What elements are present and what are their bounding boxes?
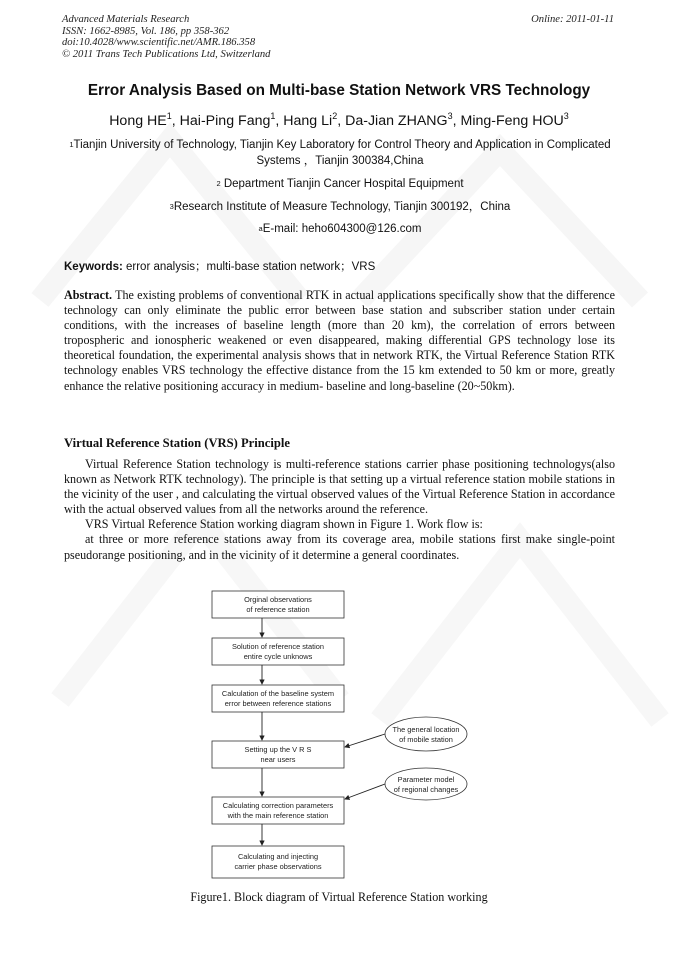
abstract-text: The existing problems of conventional RTK in actual applications specifically show that the difference technology can only eliminate the public error between base station and subscriber station under certain conditions, with the increases of baseline length (more than 20 km), the correlation of errors between tropospheric and ionospheric weakened or even disappeared, making differential GPS technology lose its theoretical foundation, the experimental analysis shows that in network RTK, the Virtual Reference Station RTK technology enables VRS technology the effective distance from the 15 km extended to 50 km or more, greatly enhance the relative positioning accuracy in medium- baseline and long-baseline (20~50km).: [64, 288, 615, 393]
flow-box: [212, 638, 344, 665]
paragraph: VRS Virtual Reference Station working diagram shown in Figure 1. Work flow is:: [85, 517, 483, 532]
email-line: [60, 222, 620, 238]
figure-1: [0, 588, 678, 893]
author-name: Hang Li: [283, 113, 333, 129]
copyright-line: © 2011 Trans Tech Publications Ltd, Switzerland: [62, 48, 271, 60]
flow-ellipse: [385, 768, 467, 800]
author-sup: 3: [447, 111, 453, 121]
ellipse-line: of mobile station: [399, 735, 453, 744]
affiliation-sup: 1: [69, 140, 74, 149]
affiliation-text: Department Tianjin Cancer Hospital Equipment: [223, 178, 464, 190]
box-line: Solution of reference station: [231, 642, 325, 651]
box-line: Calculation of the baseline system: [221, 689, 335, 698]
flow-box: [212, 685, 344, 712]
flow-box: [212, 846, 344, 878]
author-list: Hong $HE^1$, Hai-Ping Fang$^1$, Hang Li$^2$, Da-Jian ZHANG$^3$, Ming-Feng HOU$^3$: [109, 111, 569, 129]
paragraph: at three or more reference stations away from its coverage area, mobile stations first make single-point pseudorange positioning, and in the vicinity of it determine a general coordinates.: [64, 532, 615, 562]
author-name: Hai-Ping Fang: [179, 113, 271, 129]
abstract-label: Abstract.: [64, 288, 113, 302]
author-name: Hong HE: [109, 113, 167, 129]
ellipse-line: Parameter model: [397, 775, 455, 784]
email-sup: a: [258, 224, 263, 233]
author-sup: 2: [332, 111, 338, 121]
box-line: Calculating correction parameters: [222, 801, 334, 810]
journal-name: Advanced Materials Research: [62, 14, 190, 25]
figure-caption: Figure1. Block diagram of Virtual Reference Station working: [190, 890, 488, 904]
flow-box: [212, 591, 344, 618]
box-line: with the main reference station: [227, 811, 329, 820]
box-line: Orginal observations: [244, 595, 312, 604]
flow-arrow: [345, 784, 385, 799]
box-line: near users: [260, 755, 296, 764]
box-line: Calculating and injecting: [237, 852, 319, 861]
flow-arrow: [345, 734, 385, 747]
journal-header: [62, 14, 614, 60]
affiliation-sup: 2: [216, 179, 221, 188]
affiliation-text: Research Institute of Measure Technology, Tianjin 300192，China: [173, 201, 511, 213]
paper-title: Error Analysis Based on Multi-base Station Network VRS Technology: [87, 82, 591, 99]
box-line: of reference station: [246, 605, 310, 614]
box-line: Setting up the V R S: [244, 745, 312, 754]
keywords-text: error analysis；multi-base station network；VRS: [126, 261, 376, 273]
affiliation-text: Tianjin University of Technology, Tianjin Key Laboratory for Control Theory and Application in Complicated Systems ，Tianjin 300384,China: [73, 139, 611, 167]
author-sup: 1: [166, 111, 172, 121]
box-line: error between reference stations: [224, 699, 332, 708]
flow-box: [212, 741, 344, 768]
affiliation-3: [60, 200, 620, 216]
author-name: Da-Jian ZHANG: [345, 113, 448, 129]
affiliation-sup: 3: [169, 202, 174, 211]
section-body: [64, 457, 615, 563]
author-name: Ming-Feng HOU: [460, 113, 564, 129]
ellipse-line: The general location: [392, 725, 460, 734]
doi-line: doi:10.4028/www.scientific.net/AMR.186.358: [62, 37, 256, 49]
affiliation-2: [60, 177, 620, 193]
flow-diagram: [0, 588, 678, 893]
section-heading: Virtual Reference Station (VRS) Principle: [64, 436, 290, 450]
author-sup: 1: [270, 111, 276, 121]
box-line: entire cycle unknows: [243, 652, 313, 661]
issn-line: ISSN: 1662-8985, Vol. 186, pp 358-362: [62, 25, 230, 37]
online-date: Online: 2011-01-11: [531, 14, 614, 25]
email-text: E-mail: heho604300@126.com: [262, 223, 422, 235]
flow-ellipse: [385, 717, 467, 751]
author-sup: 3: [563, 111, 569, 121]
keywords-label: Keywords:: [64, 261, 123, 273]
ellipse-line: of regional changes: [393, 785, 459, 794]
flow-box: [212, 797, 344, 824]
abstract: [64, 288, 615, 394]
keywords: [64, 258, 616, 274]
box-line: carrier phase observations: [234, 862, 322, 871]
paragraph: Virtual Reference Station technology is multi-reference stations carrier phase positioning technologys(also known as Network RTK technology). The principle is that setting up a virtual reference station mobile stations in the vicinity of the user , and calculating the virtual observed values of the Virtual Reference Station in accordance with the actual observed values from all the networks around the reference.: [64, 457, 615, 517]
affiliation-1: [60, 138, 620, 169]
